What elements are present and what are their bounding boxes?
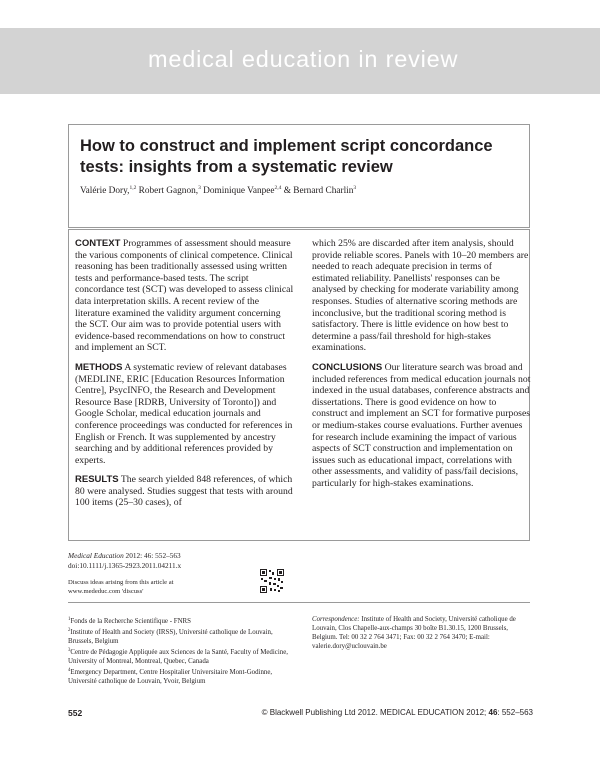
discuss-line: Discuss ideas arising from this article at bbox=[68, 579, 174, 586]
affiliation: $^2$Institute of Health and Society (IRSS), Université catholique de Louvain, Brussels, Belgium bbox=[68, 628, 273, 645]
discuss-link[interactable]: www.mededuc.com 'discuss' bbox=[68, 588, 144, 595]
abstract-context bbox=[75, 238, 294, 354]
journal-name: Medical Education bbox=[68, 551, 124, 560]
methods-label: METHODS bbox=[75, 361, 123, 373]
correspondence-label: Correspondence: bbox=[312, 616, 360, 623]
citation-volume: 2012: 46: 552–563 bbox=[123, 551, 181, 560]
author-name: Dominique Vanpee bbox=[200, 186, 275, 196]
abstract-column-left bbox=[75, 238, 294, 517]
page-number: 552 bbox=[68, 708, 83, 718]
conclusions-text: Our literature search was broad and included references from medical education journals not indexed in the usual databases, conference abstracts and dissertations. There is good evidence on how to construct and implement an SCT for formative purposes or medium-stakes course evaluations. Further avenues for research include examining the impact of various aspects of SCT construction and implementation on issues such as educational impact, correlations with other assessments, and validity of pass/fail decisions, particularly for high-stakes examinations. bbox=[312, 361, 531, 489]
results-label: RESULTS bbox=[75, 474, 119, 486]
footnote-divider bbox=[68, 602, 530, 603]
context-label: CONTEXT bbox=[75, 238, 121, 249]
affiliation: $^1$Fonds de la Recherche Scientifique - FNRS bbox=[68, 617, 191, 625]
author-name: & Bernard Charlin bbox=[281, 186, 354, 196]
section-banner-title: medical education in review bbox=[148, 46, 459, 72]
abstract-results-continued: which 25% are discarded after item analysis, should provide reliable scores. Panels with 10–20 members are needed to reach adequate precision in terms of estimated reliability. Panellists' responses can be analysed by checking for moderate variability among responses. Studies of alternative scoring methods are inconclusive, but the traditional scoring method is satisfactory. There is little evidence on how best to determine a pass/fail threshold for high-stakes examinations. bbox=[312, 238, 529, 354]
doi[interactable]: doi:10.1111/j.1365-2923.2011.04211.x bbox=[68, 561, 182, 570]
abstract-conclusions bbox=[312, 362, 531, 490]
article-title: How to construct and implement script concordance tests: insights from a systematic review bbox=[80, 137, 493, 176]
author-affiliation-marker: 3 bbox=[353, 185, 357, 191]
author-affiliation-marker: 1,2 bbox=[129, 185, 137, 191]
copyright-line: © Blackwell Publishing Ltd 2012. MEDICAL EDUCATION 2012; 46: 552–563 bbox=[261, 708, 533, 717]
author-affiliation-marker: 3 bbox=[198, 185, 201, 191]
abstract-methods bbox=[75, 362, 294, 466]
methods-text: A systematic review of relevant databases (MEDLINE, ERIC [Education Resources Information Centre], PsycINFO, the Research and Development Resource Base [RDRB, University of Toronto]) and Google Scholar, medical education journals and conference proceedings was conducted for references in English or French. It was supplemented by ancestry searching and by additional references provided by experts. bbox=[75, 361, 293, 466]
citation bbox=[68, 551, 288, 571]
abstract-results bbox=[75, 474, 294, 509]
abstract-column-right bbox=[312, 238, 531, 497]
author-name: Robert Gagnon, bbox=[136, 186, 199, 196]
results-text: The search yielded 848 references, of which 80 were analysed. Studies suggest that tests with around 100 items (25–30 cases), of bbox=[75, 474, 293, 509]
correspondence bbox=[312, 615, 532, 651]
affiliation: $^3$Centre de Pédagogie Appliquée aux Sciences de la Santé, Faculty of Medicine, University of Montreal, Montreal, Quebec, Canada bbox=[68, 648, 288, 665]
affiliation: $^4$Emergency Department, Centre Hospitalier Universitaire Mont-Godinne, Université catholique de Louvain, Yvoir, Belgium bbox=[68, 668, 273, 685]
author-name: Valérie Dory, bbox=[80, 186, 130, 196]
conclusions-label: CONCLUSIONS bbox=[312, 361, 383, 373]
context-text: Programmes of assessment should measure the various components of clinical competence. Clinical reasoning has been traditionally assessed using written tests and performance-based tests. The script concordance test (SCT) was developed to assess clinical data interpretation skills. A recent review of the literature examined the validity argument concerning the SCT. Our aim was to provide potential users with evidence-based recommendations on how to construct and implement an SCT. bbox=[75, 238, 294, 354]
discuss-note bbox=[68, 578, 218, 596]
author-affiliation-marker: 2,4 bbox=[274, 185, 282, 191]
qr-code-icon bbox=[260, 569, 284, 593]
correspondence-text: Institute of Health and Society, Université catholique de Louvain, Clos Chapelle-aux-champs 30 boîte B1.30.15, 1200 Brussels, Belgium. Tel: 00 32 2 764 3471; Fax: 00 32 2 764 3470; E-mail: valerie.dory@uclouvain.be bbox=[312, 616, 516, 650]
affiliations bbox=[68, 615, 293, 686]
author-list bbox=[80, 185, 525, 196]
